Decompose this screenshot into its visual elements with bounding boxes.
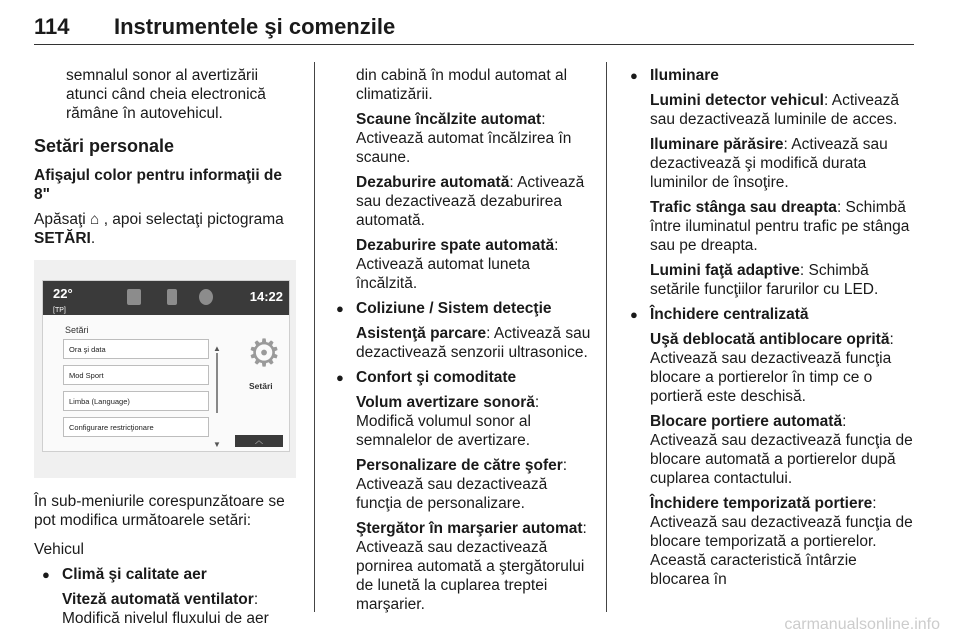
lead-text: semnalul sonor al avertizării atunci când cheia electronică rămâne în autovehicul. bbox=[66, 67, 266, 122]
gear-label: Setări bbox=[249, 381, 273, 391]
continued-text: din cabină în modul automat al climatizării. bbox=[356, 67, 568, 103]
tp-label: [TP] bbox=[53, 307, 66, 314]
settings-heading: Setări bbox=[65, 325, 89, 335]
entry-heated-seats: Scaune încălzite automat: Activează automat încălzirea în scaune. bbox=[356, 111, 572, 166]
column-3 bbox=[630, 66, 914, 595]
subheading: Afişajul color pentru informaţii de 8" bbox=[34, 167, 283, 203]
scroll-down-icon[interactable]: ▼ bbox=[213, 440, 221, 449]
entry-delayed-lock: Închidere temporizată portiere: Activează sau dezactivează funcţia de blocare temporizată a portierelor. Această caracteristică întârzie blocarea în bbox=[650, 495, 913, 588]
menu-item-sport-mode[interactable]: Mod Sport bbox=[63, 365, 209, 385]
menu-item-language[interactable]: Limba (Language) bbox=[63, 391, 209, 411]
entry-open-door-antilock: Uşă deblocată antiblocare oprită: Activează sau dezactivează funcţia blocare a portierelor în timp ce o portieră este deschisă. bbox=[650, 331, 894, 405]
bullet-central-locking: ● Închidere centralizată bbox=[630, 305, 914, 324]
entry-adaptive-lights: Lumini faţă adaptive: Schimbă setările funcţiilor farurilor cu LED. bbox=[650, 262, 879, 298]
gear-icon[interactable]: ⚙ bbox=[247, 333, 282, 375]
entry-park-assist: Asistenţă parcare: Activează sau dezactivează senzorii ultrasonice. bbox=[356, 325, 591, 361]
status-bar bbox=[43, 281, 289, 315]
bullet-comfort: ● Confort şi comoditate bbox=[336, 368, 594, 387]
entry-fan-speed: Viteză automată ventilator: Modifică nivelul fluxului de aer bbox=[62, 591, 269, 627]
chevron-up-icon: ︿ bbox=[255, 436, 263, 445]
page-number: 114 bbox=[34, 14, 70, 39]
entry-traffic-side: Trafic stânga sau dreapta: Schimbă între iluminatul pentru trafic pe stânga sau pe dreapta. bbox=[650, 199, 910, 254]
entry-locator-lights: Lumini detector vehicul: Activează sau dezactivează luminile de acces. bbox=[650, 92, 899, 128]
entry-reverse-wiper: Ştergător în marşarier automat: Activează sau dezactivează pornirea automată a ştergătorului de lunetă la cuplarea treptei marşarier. bbox=[356, 520, 587, 613]
menu-item-restrictions[interactable]: Configurare restricţionare bbox=[63, 417, 209, 437]
bullet-climate: ● Climă şi calitate aer bbox=[42, 565, 300, 584]
menu-item-time-date[interactable]: Ora şi data bbox=[63, 339, 209, 359]
after-figure-text: În sub-meniurile corespunzătoare se pot modifica următoarele setări: bbox=[34, 493, 285, 529]
chapter-title: Instrumentele şi comenzile bbox=[114, 14, 396, 39]
scroll-up-icon[interactable]: ▲ bbox=[213, 344, 221, 353]
scrollbar[interactable] bbox=[215, 339, 219, 451]
entry-exit-lighting: Iluminare părăsire: Activează sau dezactivează şi modifică durata luminilor de însoţire. bbox=[650, 136, 888, 191]
watermark: carmanualsonline.info bbox=[784, 616, 940, 633]
column-1 bbox=[34, 66, 300, 634]
entry-auto-door-lock: Blocare portiere automată: Activează sau dezactivează funcţia de blocare automată a portierelor după cuplarea contactului. bbox=[650, 413, 913, 487]
section-title: Setări personale bbox=[34, 136, 175, 156]
column-divider bbox=[606, 62, 607, 612]
column-2 bbox=[336, 66, 594, 620]
info-icon bbox=[199, 289, 213, 305]
entry-personalization: Personalizare de către şofer: Activează sau dezactivează funcţia de personalizare. bbox=[356, 457, 568, 512]
clock: 14:22 bbox=[249, 289, 283, 304]
collapse-button[interactable] bbox=[235, 435, 283, 447]
group-label: Vehicul bbox=[34, 541, 84, 558]
entry-auto-defog: Dezaburire automată: Activează sau dezactivează dezaburirea automată. bbox=[356, 174, 585, 229]
home-icon: ⌂ bbox=[90, 211, 100, 228]
scroll-track bbox=[216, 353, 218, 413]
instruction: Apăsaţi ⌂ , apoi selectaţi pictograma SETĂRI. bbox=[34, 211, 284, 247]
entry-rear-defog: Dezaburire spate automată: Activează automat luneta încălzită. bbox=[356, 237, 559, 292]
page-header bbox=[34, 6, 914, 45]
column-divider bbox=[314, 62, 315, 612]
phone-icon bbox=[127, 289, 141, 305]
temperature-readout: 22° bbox=[53, 286, 73, 301]
settings-screen-figure bbox=[34, 260, 296, 478]
entry-chime-volume: Volum avertizare sonoră: Modifică volumul sonor al semnalelor de avertizare. bbox=[356, 394, 540, 449]
display-screen bbox=[42, 280, 290, 452]
media-icon bbox=[167, 289, 177, 305]
bullet-lighting: ● Iluminare bbox=[630, 66, 914, 85]
bullet-collision: ● Coliziune / Sistem detecţie bbox=[336, 299, 594, 318]
